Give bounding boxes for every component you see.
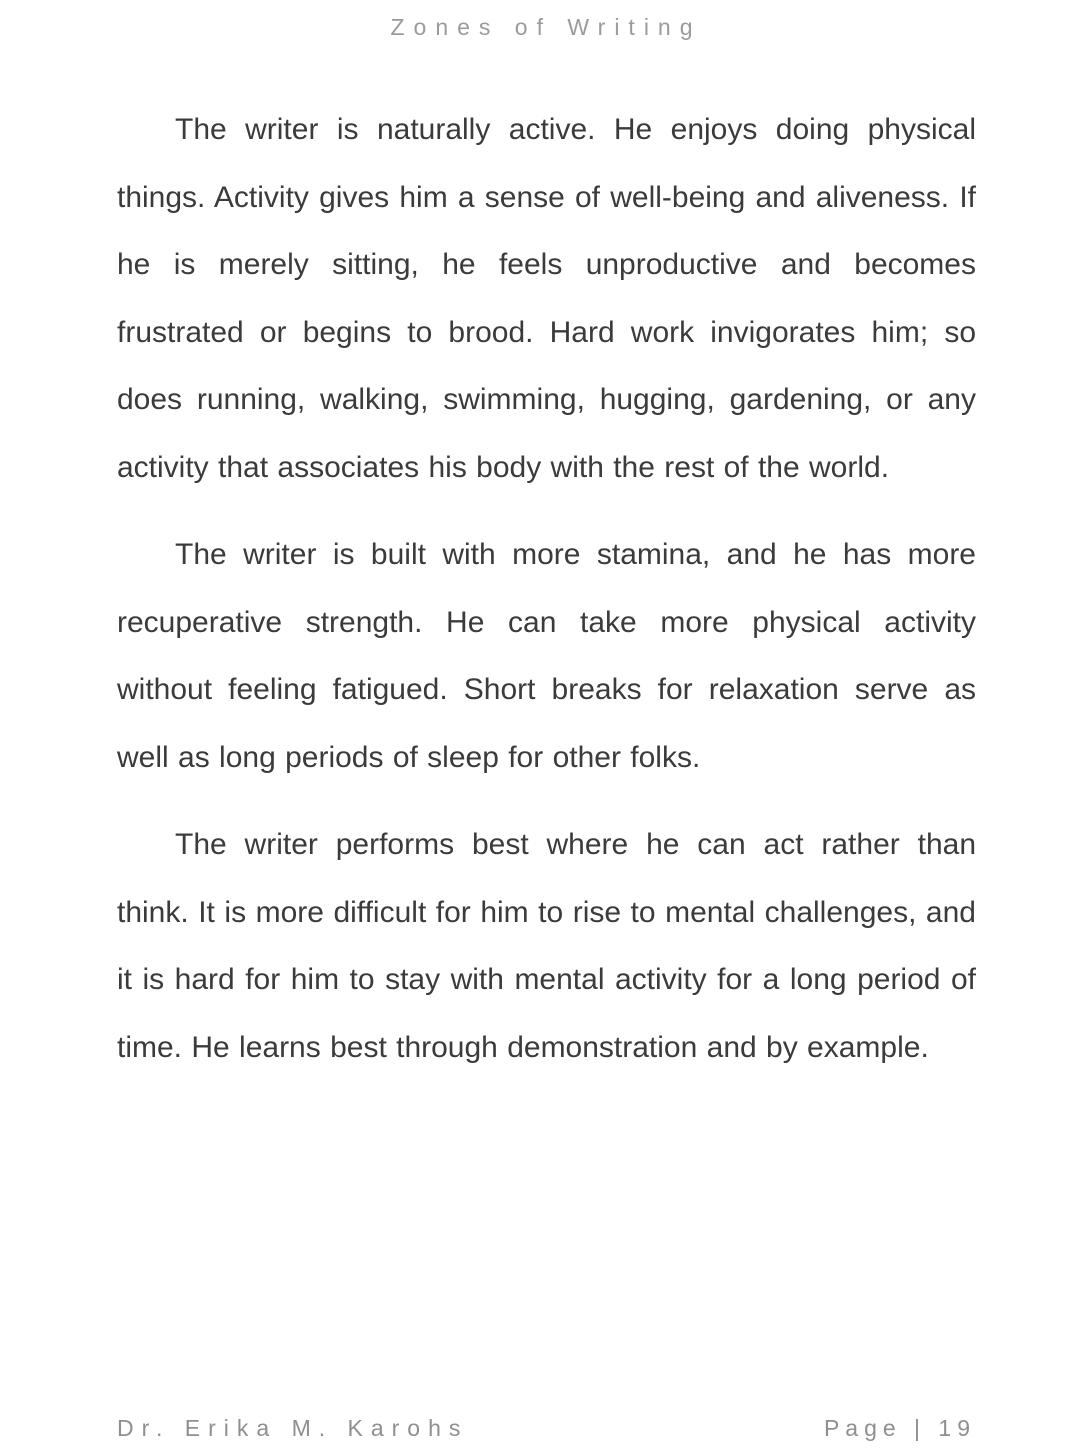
footer-page-number: Page | 19 (823, 1415, 976, 1441)
page-footer (117, 1415, 976, 1442)
page-body (117, 96, 976, 1101)
page-title: Zones of Writing (390, 14, 702, 40)
paragraph-1: The writer is naturally active. He enjoys doing physical things. Activity gives him a sense of well-being and aliveness. If he is merely sitting, he feels unproductive and becomes frustrated or begins to brood. Hard work invigorates him; so does running, walking, swimming, hugging, gardening, or any activity that associates his body with the rest of the world. (117, 113, 976, 484)
footer-author: Dr. Erika M. Karohs (117, 1415, 469, 1441)
paragraph-3: The writer performs best where he can act rather than think. It is more difficult for him to rise to mental challenges, and it is hard for him to stay with mental activity for a long period of time. He learns best through demonstration and by example. (117, 828, 976, 1064)
paragraph-2: The writer is built with more stamina, and he has more recuperative strength. He can take more physical activity without feeling fatigued. Short breaks for relaxation serve as well as long periods of sleep for other folks. (117, 538, 976, 774)
